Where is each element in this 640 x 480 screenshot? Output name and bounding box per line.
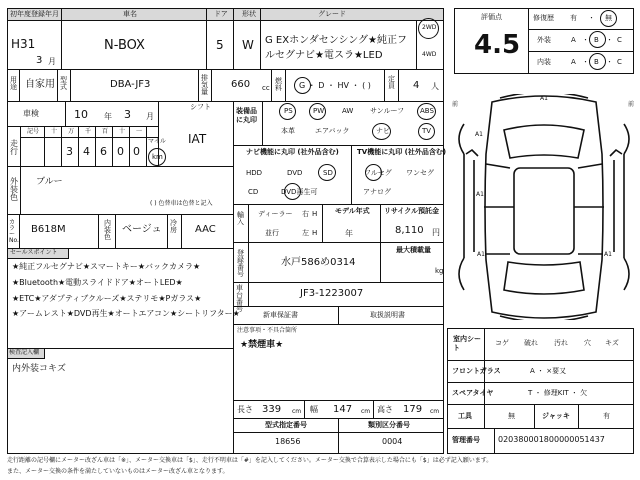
divider [181, 214, 182, 248]
ext-grade-a: A [571, 36, 576, 44]
use-value: 自家用 [25, 79, 55, 90]
divider [416, 21, 417, 69]
nav-cd: CD [248, 188, 259, 196]
fuel-label: 燃料 [275, 77, 282, 92]
front-glass-label: フロントガラス [452, 367, 501, 375]
displacement-label: 排気量 [201, 74, 208, 96]
equip-ps-circle [279, 103, 296, 120]
equip-abs-circle [417, 103, 436, 120]
sheet-hole: 穴 [584, 339, 591, 347]
color-no-label: カラーNo. [9, 219, 19, 244]
divider [528, 8, 529, 74]
divider [65, 101, 66, 126]
ext-grade-b-circle [589, 31, 606, 48]
chassis-label: 車台番号 [236, 284, 243, 313]
int-grade-c: C [617, 58, 622, 66]
divider [20, 126, 21, 166]
unit-head-5: 十 [119, 128, 126, 135]
unit-head-2: 万 [68, 128, 75, 135]
displacement-unit: cc [262, 84, 270, 92]
row-divider [528, 29, 634, 30]
int-grade-b: B [594, 58, 599, 66]
divider [338, 418, 339, 454]
divider [304, 400, 305, 418]
equip-aw: AW [342, 107, 354, 115]
mileage-digit: 0 [133, 145, 140, 158]
row-divider [447, 360, 634, 361]
equipment-label: 装備品に丸印 [236, 107, 257, 124]
unit-head-4: 百 [102, 128, 109, 135]
class-label: 類別区分番号 [368, 421, 410, 429]
divider [61, 8, 62, 69]
inspection-month: 3 [124, 108, 131, 121]
fuel-options: G ・ D ・ HV ・ ( ) [299, 81, 371, 90]
row-divider [233, 282, 444, 283]
shape-label: 形状 [242, 10, 256, 18]
nav-dvd-play-circle [284, 183, 301, 200]
model-label: 型式 [60, 76, 67, 91]
divider [534, 404, 535, 428]
import-parallel: 並行 [265, 229, 279, 237]
max-load-unit: kg [435, 267, 444, 275]
divider [260, 8, 261, 69]
equip-sunroof: サンルーフ [370, 107, 405, 115]
score-value: 4.5 [474, 30, 521, 60]
int-grade-b-circle [589, 53, 606, 70]
car-diagram-svg [452, 94, 636, 320]
model-value: DBA-JF3 [110, 79, 151, 90]
repair-sep: ・ [588, 14, 595, 22]
front-right-corner: 前 [628, 101, 635, 108]
ext-grade-sep: ・ [606, 36, 613, 44]
divider [494, 428, 495, 454]
equip-abs: ABS [420, 107, 434, 115]
mgmt-label: 管理番号 [452, 436, 480, 444]
row-divider [7, 69, 444, 70]
divider [19, 69, 20, 101]
nav-dvd-play: DVD再生可 [281, 188, 318, 196]
jack-value: 有 [603, 412, 610, 420]
sheet-stain: 汚れ [554, 339, 568, 347]
tv-fullseg-circle [365, 164, 382, 181]
row-divider [233, 400, 444, 401]
equip-pw: PW [313, 107, 325, 115]
divider [61, 126, 62, 166]
divider [129, 126, 130, 166]
import-handle-1: H [312, 210, 318, 218]
int-grade-sep: ・ [606, 58, 613, 66]
first-reg-month: 3 [36, 55, 43, 66]
doors-label: ドア [214, 10, 228, 18]
divider [578, 404, 579, 428]
repair-no: 無 [605, 14, 612, 22]
spare-value: T ・ 修理KIT ・ 欠 [528, 389, 588, 397]
mgmt-value: 020380001800000051437 [498, 435, 605, 444]
divider [248, 282, 249, 306]
divider [248, 204, 249, 242]
divider [285, 69, 286, 101]
exterior-label: 外装色 [10, 177, 18, 202]
recycle-unit: 円 [432, 228, 440, 237]
row-divider [528, 51, 634, 52]
model-year-value: 年 [345, 229, 353, 238]
registration-value: 水戸586め0314 [281, 257, 356, 268]
first-reg-era-year: H31 [11, 37, 36, 51]
exterior-note: ( ) 色替車は色替と記入 [150, 200, 213, 207]
divider [271, 69, 272, 101]
notes-value: ★禁煙車★ [240, 340, 284, 350]
first-reg-label: 初年度登録年月 [10, 10, 59, 18]
new-car-warranty: 新車保証書 [263, 311, 298, 319]
divider [322, 204, 323, 242]
width-unit: cm [361, 408, 371, 415]
car-diagram [452, 94, 636, 320]
registration-label: 登録番号 [237, 249, 244, 278]
tools-label: 工具 [458, 412, 472, 420]
drive-4wd: 4WD [422, 51, 437, 58]
damage-mark: A1 [540, 95, 548, 102]
row-divider [20, 137, 158, 138]
equip-pw-circle [309, 103, 326, 120]
km-label: km [152, 153, 163, 161]
length-unit: cm [292, 408, 302, 415]
int-grade-a: A [571, 58, 576, 66]
equip-navi: ナビ [376, 127, 390, 135]
drive-2wd-circle [418, 18, 439, 39]
type-designation-label: 型式指定番号 [265, 421, 307, 429]
damage-mark: A1 [477, 251, 485, 258]
row-divider [7, 166, 233, 167]
first-reg-month-unit: 月 [48, 57, 56, 66]
divider [115, 214, 116, 248]
divider [206, 8, 207, 69]
grade-line-2: ルセグナビ★電スラ★LED [265, 50, 383, 61]
equip-ps: PS [284, 107, 293, 115]
divider [44, 126, 45, 166]
tv-oneseg: ワンセグ [406, 169, 434, 177]
unit-head-3: 千 [85, 128, 92, 135]
width-value: 147 [333, 404, 353, 415]
divider [19, 214, 20, 248]
mile-label: マイル [148, 138, 166, 145]
grade-line-1: G EXホンダセンシング★純正フ [265, 35, 407, 46]
import-label: 輸入 [237, 211, 244, 226]
sales-point-line: ★ETC★アダプティブクルーズ★ステリモ★Pガラス★ [12, 294, 202, 303]
use-label: 用途 [10, 76, 17, 91]
divider [380, 242, 381, 282]
mileage-digit: 4 [83, 145, 90, 158]
ac-label: 冷房 [170, 219, 177, 234]
spare-label: スペアタイヤ [452, 389, 494, 397]
shape-value: W [242, 38, 254, 52]
import-handle-2: H [312, 229, 318, 237]
inspection-year-unit: 年 [104, 112, 112, 121]
row-divider [447, 428, 634, 429]
repair-label: 修復歴 [533, 14, 554, 22]
repair-no-circle [600, 10, 617, 27]
ac-value: AAC [195, 224, 216, 235]
row-divider [233, 324, 444, 325]
equip-leather: 本革 [281, 127, 295, 135]
ext-grade-sep: ・ [582, 36, 589, 44]
mileage-label: 走行 [10, 139, 18, 156]
tv-header: TV機能に丸印 (社外品含む) [357, 148, 447, 156]
divider [70, 69, 71, 101]
row-divider [447, 382, 634, 383]
nav-sd-circle [318, 164, 336, 181]
row-divider [447, 404, 634, 405]
row-divider [7, 214, 233, 215]
front-left-corner: 前 [452, 101, 459, 108]
length-label: 長さ [237, 405, 253, 414]
height-value: 179 [403, 404, 423, 415]
chassis-value: JF3-1223007 [300, 288, 364, 299]
damage-mark: A1 [475, 131, 483, 138]
mileage-record-label: 記号 [27, 128, 40, 135]
divider [211, 69, 212, 101]
nav-hdd: HDD [246, 169, 263, 177]
inspection-label: 車検 [23, 109, 39, 118]
unit-head-6: 一 [136, 128, 143, 135]
shift-label: シフト [190, 103, 211, 111]
shift-value: IAT [188, 132, 207, 146]
interior-grade-label: 内装 [537, 58, 551, 66]
divider [167, 214, 168, 248]
exterior-color: ブルー [36, 177, 63, 187]
divider [351, 145, 352, 204]
int-grade-sep: ・ [582, 58, 589, 66]
divider [233, 101, 234, 454]
capacity-label: 定員 [388, 75, 395, 90]
divider [484, 404, 485, 428]
score-label: 評価点 [481, 13, 502, 21]
grade-label: グレード [318, 10, 346, 18]
nav-dvd: DVD [287, 169, 303, 177]
ext-grade-c: C [617, 36, 622, 44]
nav-sd: SD [323, 169, 333, 177]
manual-label: 取扱説明書 [370, 311, 405, 319]
mileage-digit: 0 [117, 145, 124, 158]
divider [98, 214, 99, 248]
divider [57, 69, 58, 101]
height-unit: cm [430, 408, 440, 415]
front-glass-value: A ・ ×要又 [530, 367, 567, 375]
recycle-label: リサイクル預託金 [384, 207, 440, 215]
model-year-label: モデル年式 [335, 207, 370, 215]
fuel-gasoline-circle [294, 77, 311, 94]
divider [112, 126, 113, 166]
import-left: 左 [302, 229, 309, 237]
divider [338, 306, 339, 324]
jack-label: ジャッキ [542, 412, 570, 420]
row-divider [233, 432, 444, 433]
divider [384, 69, 385, 101]
divider [20, 166, 21, 214]
row-divider [7, 126, 158, 127]
import-dealer: ディーラー [258, 210, 293, 218]
length-value: 339 [262, 404, 282, 415]
divider [95, 126, 96, 166]
row-divider [7, 101, 444, 102]
ext-grade-b: B [594, 36, 599, 44]
color-no-value: B618M [31, 224, 66, 235]
import-right: 右 [302, 210, 309, 218]
sales-point-label: セールスポイント [10, 249, 58, 256]
km-circle [148, 148, 166, 166]
footer-line-2: また、メーター交換の条件を満たしていないものはメーター改ざん車となります。 [7, 468, 229, 475]
damage-mark: A1 [476, 191, 484, 198]
footer-line-1: 走行距離の記号欄にメーター改ざん車は「※」、メーター交換車は「$」、走行不明車は「#」を記入してください。メーター交換で合算表示した場合にも「$」は必ず記入願います。 [7, 457, 493, 464]
height-label: 高さ [377, 405, 393, 414]
divider [78, 126, 79, 166]
damage-mark: A1 [604, 251, 612, 258]
tv-fullseg: フルセグ [364, 169, 392, 177]
width-label: 幅 [310, 405, 318, 414]
sales-point-line: ★純正フルセグナビ★スマートキー★バックカメラ★ [12, 262, 201, 271]
sales-point-line: ★アームレスト★DVD再生★オートエアコン★シートリフター★ [12, 309, 240, 318]
divider [398, 69, 399, 101]
capacity-unit: 人 [431, 82, 439, 91]
interior-color-value: ベージュ [122, 224, 162, 235]
car-name: N-BOX [104, 38, 145, 53]
class-value: 0004 [382, 437, 403, 446]
divider [373, 400, 374, 418]
inspector-label: 検査記入欄 [9, 349, 40, 356]
equip-navi-circle [372, 123, 391, 140]
inspector-value: 内外装コキズ [12, 364, 66, 374]
row-divider [233, 242, 444, 243]
drive-2wd: 2WD [422, 24, 437, 31]
mileage-digit: 3 [66, 145, 73, 158]
inspection-month-unit: 月 [146, 112, 154, 121]
divider [198, 69, 199, 101]
equip-airbag: エアバック [315, 127, 350, 135]
displacement-value: 660 [231, 79, 251, 90]
sheet-tear: 破れ [524, 339, 538, 347]
tools-value: 無 [508, 412, 515, 420]
mileage-digit: 6 [100, 145, 107, 158]
divider [146, 126, 147, 166]
repair-yes: 有 [570, 14, 577, 22]
divider [380, 204, 381, 242]
row-divider [233, 204, 444, 205]
nav-header: ナビ機能に丸印 (社外品含む) [246, 148, 339, 156]
interior-sheet-label: 室内シート [453, 335, 481, 352]
tv-analog: アナログ [363, 188, 391, 196]
main-sheet-border [7, 8, 447, 454]
equip-tv-circle [418, 123, 435, 140]
doors-value: 5 [216, 38, 224, 52]
sheet-burn: コゲ [495, 339, 509, 347]
unit-head-1: 十 [51, 128, 58, 135]
inspection-year: 10 [74, 108, 88, 121]
row-divider [233, 145, 444, 146]
equip-tv: TV [422, 127, 432, 135]
divider [262, 101, 263, 145]
max-load-label: 最大積載量 [396, 246, 431, 254]
sheet-scratch: キズ [605, 339, 619, 347]
divider [233, 8, 234, 69]
name-label: 車名 [123, 10, 137, 18]
divider [248, 242, 249, 282]
capacity-value: 4 [413, 80, 420, 91]
exterior-grade-label: 外装 [537, 36, 551, 44]
interior-color-label: 内装色 [104, 219, 111, 241]
sales-point-line: ★Bluetooth★電動スライドドア★オートLED★ [12, 278, 183, 287]
recycle-value: 8,110 [395, 225, 424, 236]
type-designation-value: 18656 [275, 437, 301, 446]
notes-label: 注意事項・不具合箇所 [237, 327, 298, 334]
